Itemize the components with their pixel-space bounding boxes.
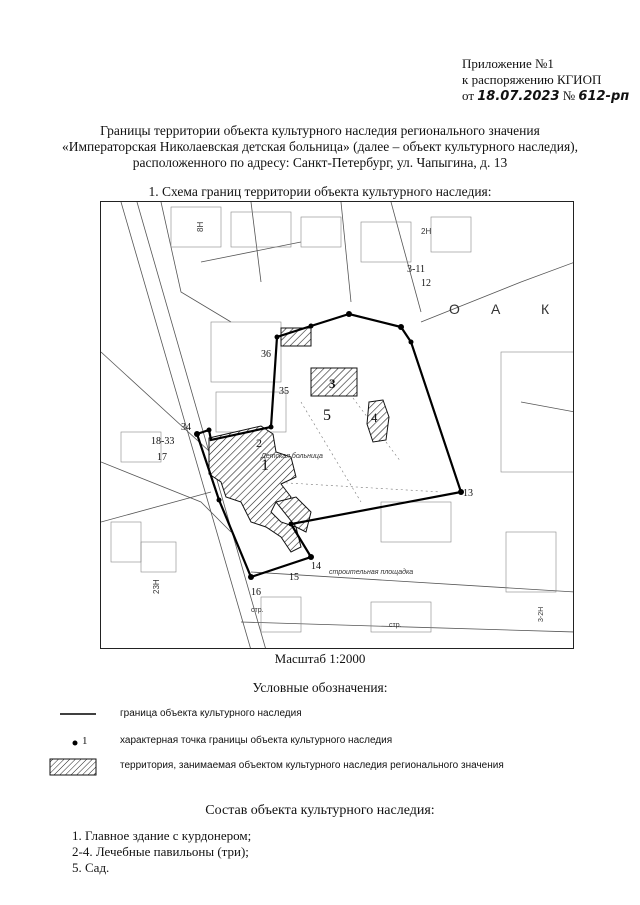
map-text-o: О	[449, 301, 460, 317]
map-text-site: строительная площадка	[329, 569, 414, 576]
legend-boundary-text: граница объекта культурного наследия	[120, 708, 302, 719]
building-number-4: 4	[371, 410, 378, 425]
title-line3: расположенного по адресу: Санкт-Петербург, ул. Чапыгина, д. 13	[132, 155, 508, 170]
annex-number: 612-рп	[578, 89, 630, 104]
point-label-34: 34	[181, 422, 191, 433]
map-text-a: А	[491, 301, 501, 317]
list-item: 1. Главное здание с курдонером;	[72, 828, 252, 843]
annex-header	[462, 56, 629, 105]
legend-point	[48, 733, 608, 753]
heritage-buildings	[209, 328, 389, 552]
point-label-13: 13	[463, 488, 473, 499]
point-label-16: 16	[251, 587, 261, 598]
list-item: 5. Сад.	[72, 860, 110, 875]
annex-line1: Приложение №1	[462, 56, 554, 71]
building-number-2: 2	[256, 436, 262, 450]
inner-paths	[271, 382, 441, 502]
annex-line3	[462, 88, 629, 105]
point-label-35: 35	[279, 386, 289, 397]
point-label-3-11: 3-11	[407, 264, 425, 275]
point-label-12: 12	[421, 278, 431, 289]
annex-date: 18.07.2023	[477, 89, 560, 104]
legend-point-text: характерная точка границы объекта культурного наследия	[120, 735, 393, 746]
map-scale: Масштаб 1:2000	[274, 651, 366, 666]
boundary-point-symbol	[48, 733, 98, 753]
map-text-hospital: Детская больница	[261, 453, 323, 460]
boundary-line-symbol	[48, 706, 98, 726]
map-text-str-2: стр.	[389, 622, 402, 629]
street-lines	[101, 202, 574, 649]
point-label-36: 36	[261, 349, 271, 360]
hatched-area-symbol	[48, 758, 98, 778]
scheme-title: 1. Схема границ территории объекта культурного наследия:	[148, 184, 492, 199]
legend-territory	[48, 758, 608, 778]
map-text-8n: 8Н	[196, 221, 205, 232]
map-text-str-1: стр.	[251, 607, 264, 614]
map-text-3-2n: 3-2Н	[538, 606, 545, 622]
boundary-map	[100, 201, 574, 649]
point-label-14: 14	[311, 561, 321, 572]
building-number-5: 5	[323, 407, 331, 424]
document-title	[40, 123, 600, 171]
legend-territory-text: территория, занимаемая объектом культурного наследия регионального значения	[120, 760, 504, 771]
composition-list	[72, 828, 251, 876]
point-label-15: 15	[289, 572, 299, 583]
composition-title: Состав объекта культурного наследия:	[205, 803, 435, 818]
annex-line2: к распоряжению КГИОП	[462, 72, 602, 87]
building-number-1: 1	[261, 457, 269, 474]
annex-number-sign: №	[562, 88, 576, 103]
list-item: 2-4. Лечебные павильоны (три);	[72, 844, 249, 859]
annex-prefix: от	[462, 88, 475, 103]
map-text-23n: 23Н	[152, 579, 161, 594]
map-text-k: К	[541, 301, 550, 317]
legend-boundary	[48, 706, 608, 726]
map-text-2n: 2Н	[421, 227, 432, 236]
point-label-18-33: 18-33	[151, 436, 175, 447]
title-line2: «Императорская Николаевская детская больница» (далее – объект культурного наследия),	[61, 139, 579, 154]
legend-point-label: 1	[82, 735, 88, 747]
building-number-3: 3	[329, 376, 336, 391]
point-label-17: 17	[157, 452, 167, 463]
legend-title: Условные обозначения:	[252, 680, 388, 695]
title-line1: Границы территории объекта культурного наследия регионального значения	[100, 123, 540, 138]
map-drawing	[101, 202, 574, 649]
